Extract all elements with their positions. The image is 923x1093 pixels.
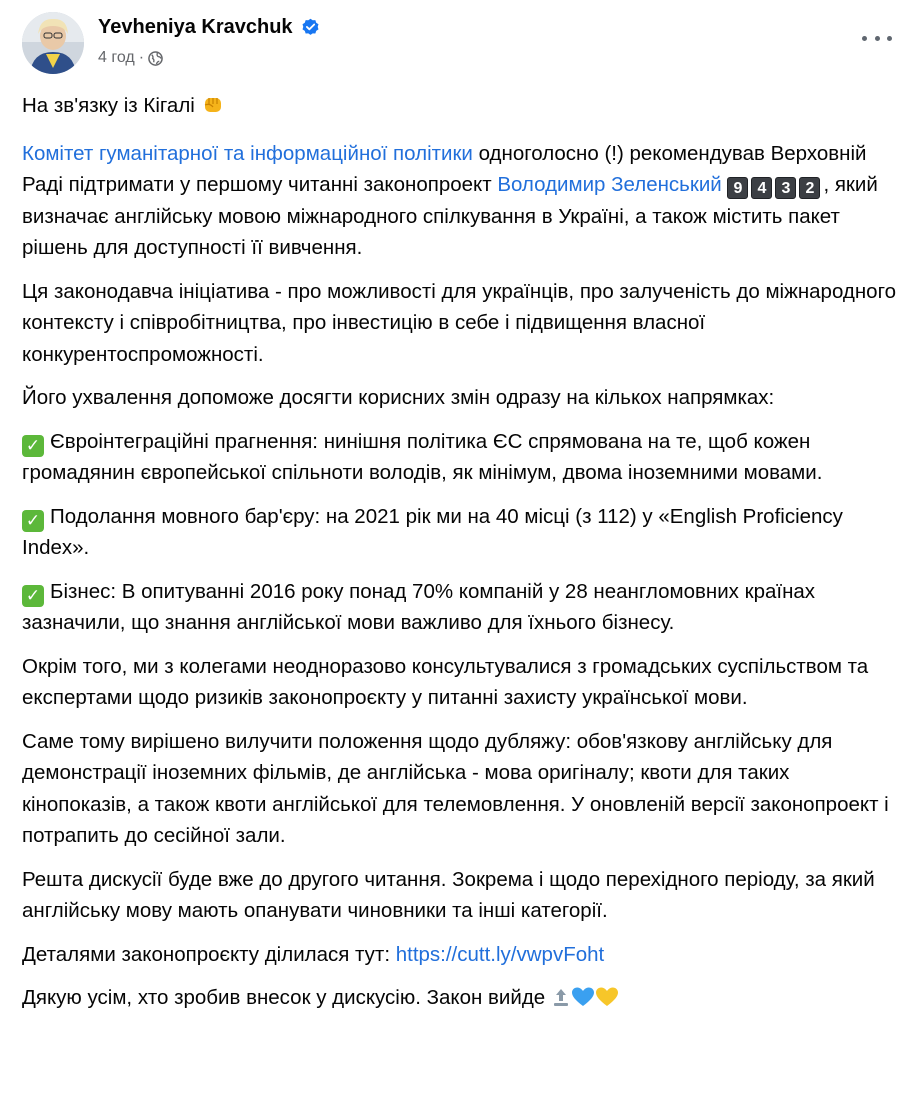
paragraph-6-text: Подолання мовного бар'єру: на 2021 рік ми на 40 місці (з 112) у «English Proficiency Index». <box>22 504 843 559</box>
zelensky-link[interactable]: Володимир Зеленський <box>497 173 722 196</box>
blue-heart-icon <box>571 986 595 1018</box>
paragraph-9: Саме тому вирішено вилучити положення щодо дубляжу: обов'язкову англійську для демонстрації іноземних фільмів, де англійська - мова оригіналу; квоти для таких кінопоказів, а також квоти англійської для телемовлення. У оновленій версії законопроект і потрапить до сесійної зали. <box>22 729 889 847</box>
more-dot <box>875 36 880 41</box>
yellow-heart-icon <box>595 986 619 1018</box>
paragraph-4: Його ухвалення допоможе досягти корисних змін одразу на кількох напрямках: <box>22 386 775 409</box>
committee-link[interactable]: Комітет гуманітарної та інформаційної політики <box>22 141 473 165</box>
check-mark-icon: ✓ <box>22 435 44 457</box>
paragraph-3: Ця законодавча ініціатива - про можливості для українців, про залученість до міжнародного контексту і співробітництва, про інвестицію в себе і підвищення власної конкурентоспроможності. <box>22 279 897 366</box>
paragraph-10: Решта дискусії буде вже до другого читання. Зокрема і щодо перехідного періоду, за який англійську мову мають опанувати чиновники та інші категорії. <box>22 867 875 922</box>
verified-badge-icon <box>301 18 320 37</box>
avatar-image <box>22 12 84 74</box>
fist-emoji-icon <box>201 92 225 126</box>
paragraph-5-text: Євроінтеграційні прагнення: нинішня політика ЄС спрямована на те, щоб кожен громадянин європейської спільноти володів, як мінімум, двома іноземними мовами. <box>22 429 823 484</box>
paragraph-8: Окрім того, ми з колегами неодноразово консультувалися з громадських суспільством та експертами щодо ризиків законопроєкту у питанні захисту української мови. <box>22 654 869 709</box>
bill-details-link[interactable]: https://cutt.ly/vwpvFoht <box>395 942 605 966</box>
paragraph-2 <box>22 138 902 264</box>
keycap-digit-3-icon: 3 <box>775 177 796 199</box>
post-header <box>22 12 902 74</box>
check-mark-icon: ✓ <box>22 510 44 532</box>
author-name[interactable]: Yevheniya Kravchuk <box>98 16 293 38</box>
paragraph-12 <box>22 982 902 1018</box>
paragraph-1 <box>22 90 902 126</box>
more-dot <box>887 36 892 41</box>
post-timestamp[interactable]: 4 год <box>98 49 135 66</box>
paragraph-2-text-1: одноголосно (!) рекомендував Верховній Раді підтримати у першому читанні законопроект <box>22 141 867 196</box>
more-dot <box>862 36 867 41</box>
paragraph-11-text: Деталями законопроєкту ділилася тут: <box>22 942 396 966</box>
paragraph-12-text: Дякую усім, хто зробив внесок у дискусію. Закон вийде <box>22 986 546 1009</box>
paragraph-6 <box>22 501 902 564</box>
check-mark-icon: ✓ <box>22 585 44 607</box>
paragraph-7 <box>22 576 902 639</box>
paragraph-2-text-2: , який визначає англійську мовою міжнародного спілкування в Україні, а також містить пакет рішень для доступності її вивчення. <box>22 173 878 259</box>
keycap-digit-9-icon: 9 <box>727 177 748 199</box>
post-meta <box>98 49 163 67</box>
up-arrow-emoji-icon <box>551 986 571 1018</box>
post-body <box>22 90 902 1030</box>
paragraph-7-text: Бізнес: В опитуванні 2016 року понад 70% компаній у 28 неангломовних країнах зазначили, що знання англійської мови важливо для їхнього бізнесу. <box>22 579 816 634</box>
paragraph-1-text: На зв'язку із Кігалі <box>22 94 195 117</box>
keycap-digit-4-icon: 4 <box>751 177 772 199</box>
keycap-digit-2-icon: 2 <box>799 177 820 199</box>
paragraph-11 <box>22 939 902 971</box>
more-options-icon[interactable] <box>862 26 892 50</box>
author-name-row <box>98 16 320 39</box>
globe-icon <box>148 51 163 66</box>
meta-separator: · <box>138 49 145 66</box>
author-avatar[interactable] <box>22 12 84 74</box>
paragraph-5 <box>22 426 902 489</box>
